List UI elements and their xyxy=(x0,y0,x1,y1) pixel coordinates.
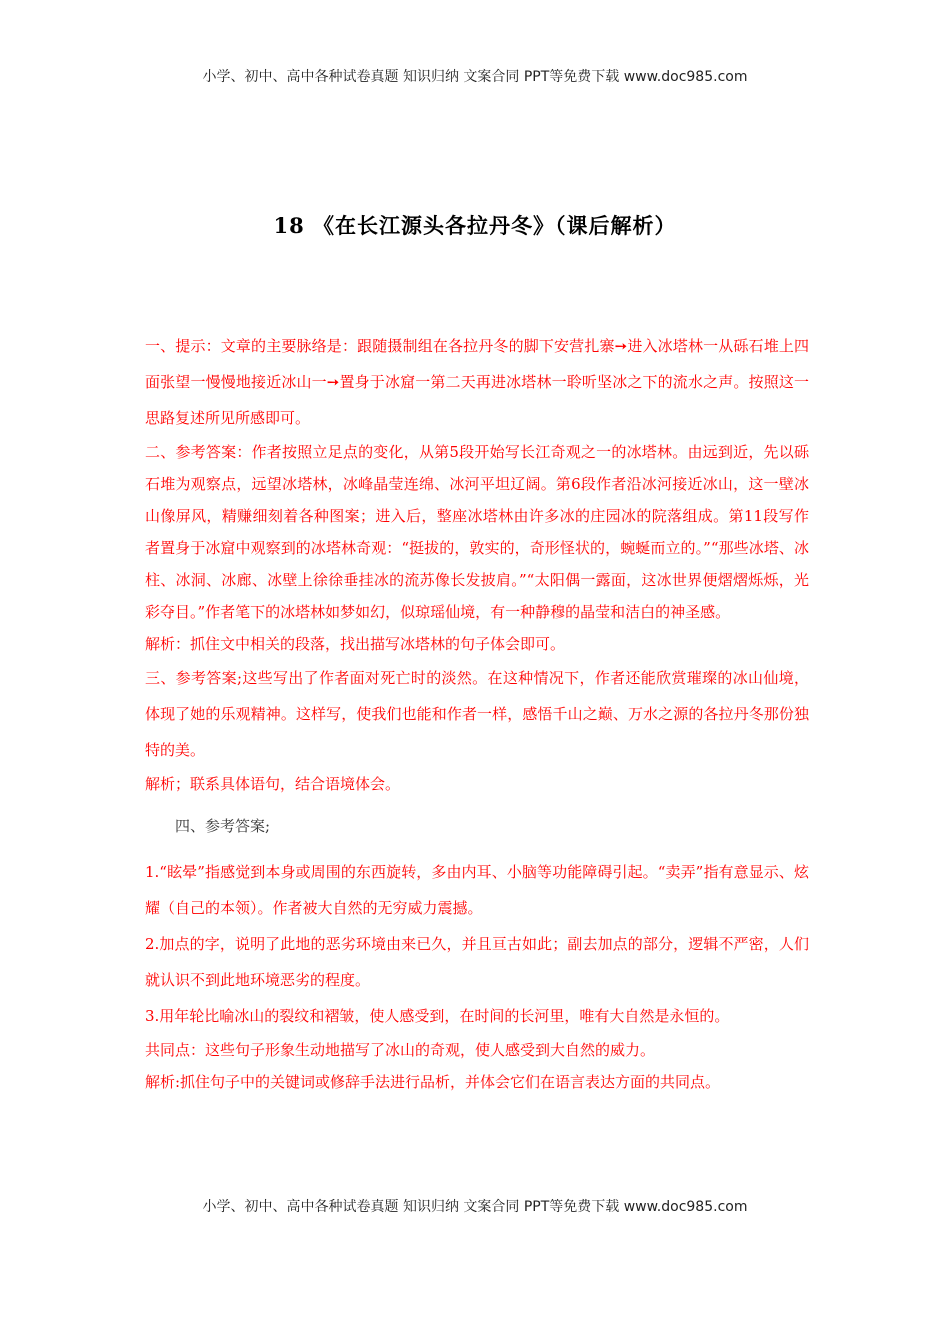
section-three: 三、参考答案;这些写出了作者面对死亡时的淡然。在这种情况下，作者还能欣赏璀璨的冰山仙境，体现了她的乐观精神。这样写，使我们也能和作者一样，感悟千山之巅、万水之源的各拉丹冬那份独特的美。 xyxy=(145,669,809,759)
section-four-item-1: 1.“眩晕”指感觉到本身或周围的东西旋转，多由内耳、小脑等功能障碍引起。“卖弄”指有意显示、炫耀（自己的本领）。作者被大自然的无穷威力震撼。 xyxy=(145,863,809,917)
section-four-heading: 四、参考答案; xyxy=(175,817,271,835)
section-one: 一、提示：文章的主要脉络是：跟随摄制组在各拉丹冬的脚下安营扎寨➙进入冰塔林一从砾石堆上四面张望一慢慢地接近冰山一➙置身于冰窟一第二天再进冰塔林一聆听坚冰之下的流水之声。按照这一思路复述所见所感即可。 xyxy=(145,337,809,427)
section-four-common-point: 共同点：这些句子形象生动地描写了冰山的奇观，使人感受到大自然的威力。 xyxy=(145,1041,656,1059)
page-header: 小学、初中、高中各种试卷真题 知识归纳 文案合同 PPT等免费下载 www.doc985.com xyxy=(202,69,748,85)
section-four-item-2: 2.加点的字，说明了此地的恶劣环境由来已久，并且亘古如此；副去加点的部分，逻辑不严密，人们就认识不到此地环境恶劣的程度。 xyxy=(145,935,809,989)
section-two-analysis: 解析：抓住文中相关的段落，找出描写冰塔林的句子体会即可。 xyxy=(145,635,566,653)
section-four-list xyxy=(145,854,809,1034)
section-four-analysis: 解析:抓住句子中的关键词或修辞手法进行品析，并体会它们在语言表达方面的共同点。 xyxy=(145,1073,721,1091)
section-two: 二、参考答案：作者按照立足点的变化，从第5段开始写长江奇观之一的冰塔林。由远到近，先以砾石堆为观察点，远望冰塔林，冰峰晶莹连绵、冰河平坦辽阔。第6段作者沿冰河接近冰山，这一壁冰山像屏风，精赚细刻着各种图案；进入后，整座冰塔林由许多冰的庄园冰的院落组成。第11段写作者置身于冰窟中观察到的冰塔林奇观：“挺拔的，敦实的，奇形怪状的，蜿蜒而立的。”“那些冰塔、冰柱、冰洞、冰廊、冰壁上徐徐垂挂冰的流苏像长发披肩。”“太阳偶一露面，这冰世界便熠熠烁烁，光彩夺目。”作者笔下的冰塔林如梦如幻，似琼瑶仙境，有一种静穆的晶莹和洁白的神圣感。 xyxy=(145,443,809,621)
section-four-item-3: 3.用年轮比喻冰山的裂纹和褶皱，使人感受到，在时间的长河里，唯有大自然是永恒的。 xyxy=(145,1007,730,1025)
page-footer: 小学、初中、高中各种试卷真题 知识归纳 文案合同 PPT等免费下载 www.doc985.com xyxy=(202,1199,748,1215)
section-three-analysis: 解析；联系具体语句，结合语境体会。 xyxy=(145,775,401,793)
document-title: 18 《在长江源头各拉丹冬》（课后解析） xyxy=(273,213,677,238)
document-body xyxy=(145,328,809,1098)
